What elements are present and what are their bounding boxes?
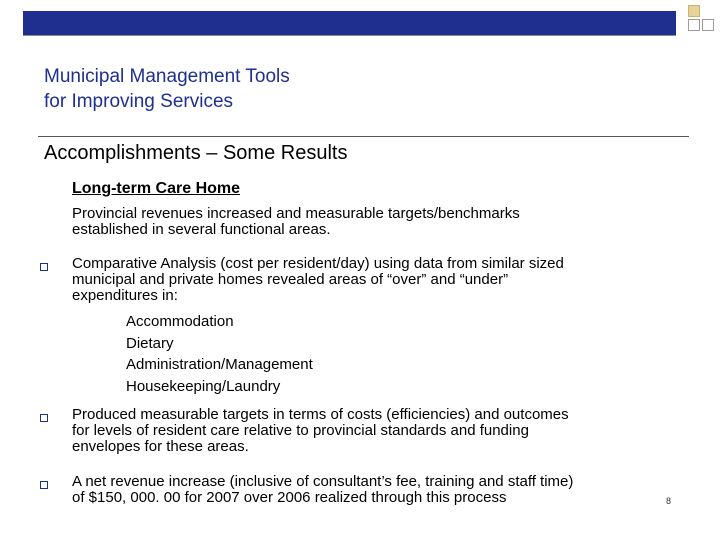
bullet-1-line-3: expenditures in: [72,287,178,304]
bullet-square-icon [40,481,48,489]
bullet-2-line-1: Produced measurable targets in terms of costs (efficiencies) and outcomes [72,406,569,423]
bullet-3-text [72,474,573,506]
bullet-1-line-1: Comparative Analysis (cost per resident/day) using data from similar sized [72,255,564,272]
bullet-square-icon [40,263,48,271]
bullet-1-line-2: municipal and private homes revealed areas of “over” and “under” [72,271,509,288]
corner-square-white-right [702,19,714,31]
title-divider [38,136,689,137]
corner-square-gold [688,5,700,17]
bullet-3-line-1: A net revenue increase (inclusive of consultant’s fee, training and staff time) [72,473,574,490]
bullet-1-text [72,256,564,304]
sub-item-housekeeping: Housekeeping/Laundry [126,377,281,395]
slide-title-line-2: for Improving Services [44,91,234,112]
intro-paragraph [72,206,520,238]
slide-subtitle: Accomplishments – Some Results [44,142,348,164]
header-underline [23,35,676,36]
page-number: 8 [666,496,672,506]
bullet-3-line-2: of $150, 000. 00 for 2007 over 2006 realized through this process [72,489,507,506]
section-heading: Long-term Care Home [72,180,241,197]
bullet-2-line-2: for levels of resident care relative to provincial standards and funding [72,422,529,439]
header-bar [23,11,676,35]
sub-item-dietary: Dietary [126,334,174,352]
slide-title-line-1: Municipal Management Tools [44,66,290,87]
corner-square-white-left [688,19,700,31]
bullet-2-line-3: envelopes for these areas. [72,438,249,455]
sub-item-administration: Administration/Management [126,356,313,373]
expenditure-sub-list [126,311,313,397]
slide-title [44,64,290,114]
intro-line-2: established in several functional areas. [72,221,331,238]
bullet-2-text [72,407,569,455]
bullet-square-icon [40,414,48,422]
sub-item-accommodation: Accommodation [126,313,234,330]
intro-line-1: Provincial revenues increased and measurable targets/benchmarks [72,205,520,222]
